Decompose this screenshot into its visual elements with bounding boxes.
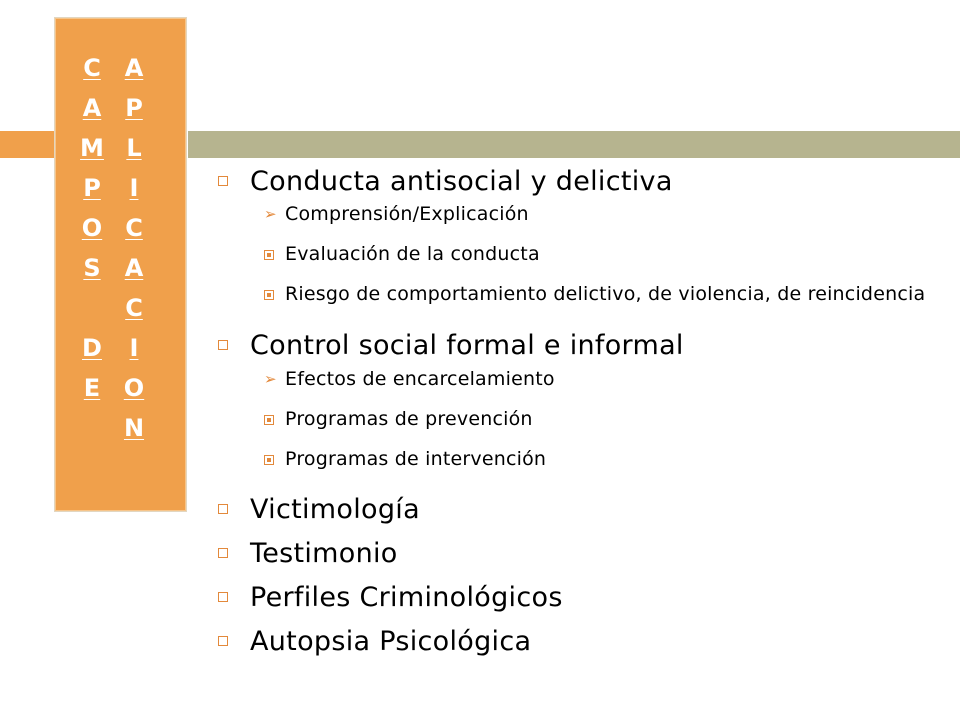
bullet-list xyxy=(214,160,944,663)
sublist-item-label: Riesgo de comportamiento delictivo, de violencia, de reincidencia xyxy=(285,283,926,305)
sublist-item xyxy=(214,202,944,227)
title-letter: I xyxy=(129,334,139,362)
hollow-square-icon xyxy=(218,340,228,350)
filled-square-bullet-icon xyxy=(264,415,274,425)
list-item-label: Victimología xyxy=(250,493,420,525)
title-letter: M xyxy=(80,134,104,162)
title-letter: O xyxy=(81,214,103,242)
list-item xyxy=(214,323,944,472)
sublist-item xyxy=(214,242,944,267)
list-item-level1 xyxy=(214,487,944,531)
title-letter: I xyxy=(129,174,139,202)
list-item xyxy=(214,160,944,307)
list-item xyxy=(214,575,944,619)
list-item-label: Conducta antisocial y delictiva xyxy=(250,165,673,197)
title-letter: E xyxy=(83,374,101,402)
title-letter: C xyxy=(125,294,143,322)
sublist-item-label: Programas de prevención xyxy=(285,408,533,430)
sublist-item-label: Programas de intervención xyxy=(285,448,547,470)
list-item-label: Testimonio xyxy=(250,537,398,569)
title-letter-spacer xyxy=(72,288,112,328)
title-letter: A xyxy=(124,254,144,282)
sublist xyxy=(214,202,944,307)
sublist-item xyxy=(214,367,944,392)
list-item-level1 xyxy=(214,619,944,663)
title-letter: C xyxy=(125,214,143,242)
title-letter: S xyxy=(83,254,101,282)
title-letter: C xyxy=(83,54,101,82)
sublist-item-label: Comprensión/Explicación xyxy=(285,203,529,225)
list-item-level1 xyxy=(214,575,944,619)
title-letter: P xyxy=(83,174,101,202)
title-letter: D xyxy=(82,334,102,362)
title-letter: O xyxy=(123,374,145,402)
hollow-square-icon xyxy=(218,504,228,514)
list-item xyxy=(214,531,944,575)
vertical-title-column-aplicacion xyxy=(114,48,154,448)
title-letter: L xyxy=(126,134,142,162)
hollow-square-icon xyxy=(218,176,228,186)
list-item-label: Autopsia Psicológica xyxy=(250,625,532,657)
filled-square-bullet-icon xyxy=(264,250,274,260)
list-item-level1 xyxy=(214,531,944,575)
hollow-square-icon xyxy=(218,636,228,646)
filled-square-bullet-icon xyxy=(264,290,274,300)
vertical-title-box xyxy=(55,18,186,511)
list-item-label: Control social formal e informal xyxy=(250,329,684,361)
vertical-title-column-campos-de xyxy=(72,48,112,408)
title-letter: A xyxy=(124,54,144,82)
arrow-bullet-icon: ➢ xyxy=(264,370,277,388)
accent-bar-right xyxy=(188,131,960,158)
hollow-square-icon xyxy=(218,548,228,558)
sublist-item xyxy=(214,407,944,432)
title-letter: P xyxy=(125,94,143,122)
hollow-square-icon xyxy=(218,592,228,602)
list-item xyxy=(214,487,944,531)
sublist-item xyxy=(214,282,944,307)
sublist xyxy=(214,367,944,472)
list-item xyxy=(214,619,944,663)
accent-bar-left xyxy=(0,131,55,158)
sublist-item-label: Efectos de encarcelamiento xyxy=(285,368,555,390)
arrow-bullet-icon: ➢ xyxy=(264,205,277,223)
list-item-label: Perfiles Criminológicos xyxy=(250,581,563,613)
title-letter: A xyxy=(82,94,102,122)
list-item-level1 xyxy=(214,160,944,202)
sublist-item xyxy=(214,447,944,472)
filled-square-bullet-icon xyxy=(264,455,274,465)
title-letter: N xyxy=(123,414,145,442)
sublist-item-label: Evaluación de la conducta xyxy=(285,243,540,265)
list-item-level1 xyxy=(214,323,944,367)
